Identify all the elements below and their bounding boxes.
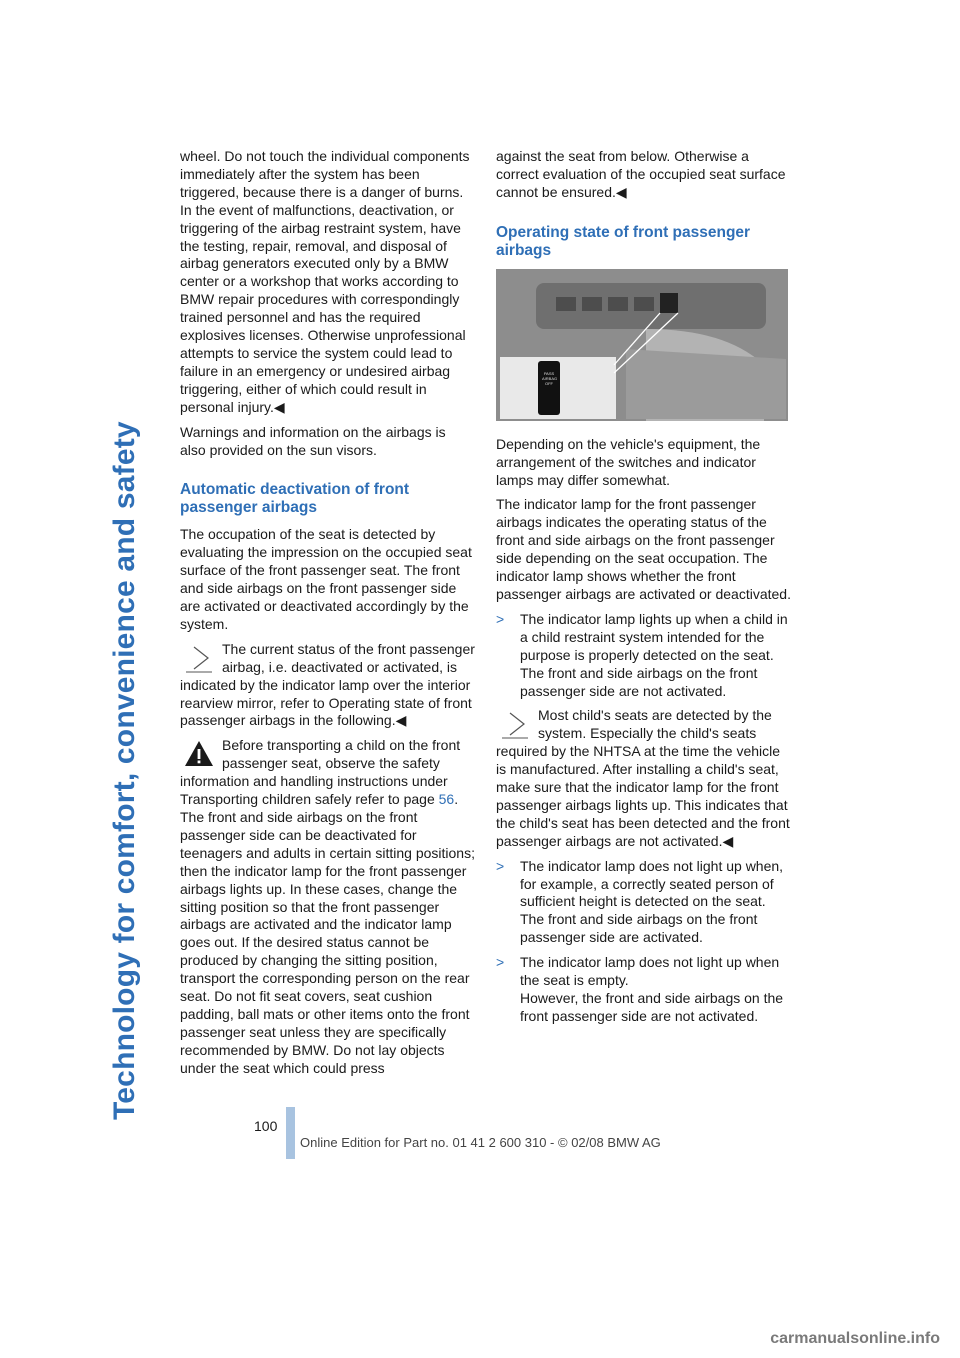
paragraph: In the event of malfunctions, deactivation, or triggering of the airbag restraint system, have the testing, repair, removal, and disposal of airbag generators executed only by a BMW center or a workshop that works according to BMW repair procedures with correspondingly trained personnel and has the required explosives licenses. Otherwise unprofessional attempts to service the system could lead to failure in an emergency or undesired airbag triggering, either of which could result in personal injury.◀ bbox=[180, 201, 466, 415]
warning-icon bbox=[184, 739, 214, 769]
list-item bbox=[496, 954, 791, 1026]
section-heading: Automatic deactivation of front passenger airbags bbox=[180, 481, 410, 517]
list-item bbox=[496, 858, 791, 948]
list-item-text: However, the front and side airbags on the front passenger side are not activated. bbox=[520, 990, 784, 1024]
footer-edition-text: Online Edition for Part no. 01 41 2 600 310 - © 02/08 BMW AG bbox=[300, 1135, 661, 1150]
note-paragraph bbox=[180, 641, 475, 731]
section-heading: Operating state of front passenger airbags bbox=[496, 223, 751, 259]
switch-label: PASS AIRBAG OFF bbox=[542, 370, 558, 386]
page-reference-link[interactable]: 56 bbox=[438, 791, 455, 808]
paragraph: The front and side airbags on the front passenger side can be deactivated for teenagers and adults in certain sitting positions; then the indicator lamp for the front passenger airbags lights up. In these cases, change the sitting position so that the front passenger airbags are activated and the indicator lamp goes out. If the desired status cannot be produced by changing the sitting position, transport the corresponding person on the rear seat. Do not fit seat covers, seat cushion padding, ball mats or other items onto the front passenger seat unless they are specifically recommended by BMW. Do not lay objects under the seat which could press bbox=[180, 809, 475, 1076]
paragraph: The occupation of the seat is detected by evaluating the impression on the occupied seat surface of the front passenger seat. The front and side airbags on the front passenger side are activated or deactivated accordingly by the system. bbox=[180, 526, 472, 632]
list-item bbox=[496, 611, 791, 701]
page-number: 100 bbox=[254, 1118, 278, 1134]
footer-accent-bar bbox=[286, 1107, 295, 1159]
indicator-lamp-figure bbox=[496, 269, 788, 421]
note-text: Most child's seats are detected by the system. Especially the child's seats required by the NHTSA at the time the vehicle is manufactured. After installing a child's seat, make sure that the indicator lamp for the front passenger airbags lights up. This indicates that the child's seat has been detected and the front passenger airbags are not activated.◀ bbox=[496, 707, 790, 849]
warning-text-end: . bbox=[454, 791, 459, 808]
watermark: carmanualsonline.info bbox=[770, 1330, 940, 1347]
list-item-text: The indicator lamp lights up when a child in a child restraint system intended for the purpose is properly detected on the seat. The front and side airbags on the front passenger side are not activated. bbox=[520, 610, 788, 699]
note-paragraph bbox=[496, 707, 791, 850]
paragraph: Warnings and information on the airbags is also provided on the sun visors. bbox=[180, 423, 446, 458]
warning-text: Before transporting a child on the front passenger seat, observe the safety information and handling instructions under Transporting children safely refer to page bbox=[180, 737, 461, 808]
list-item-text: The indicator lamp does not light up when, for example, a correctly seated person of sufficient height is detected on the seat. The front and side airbags on the front passenger side are activated. bbox=[520, 857, 784, 946]
warning-paragraph bbox=[180, 737, 475, 809]
paragraph: wheel. Do not touch the individual components immediately after the system has been triggered, because there is a danger of burns. bbox=[180, 148, 470, 200]
note-arrow-icon bbox=[184, 643, 214, 673]
paragraph: The indicator lamp for the front passenger airbags indicates the operating status of the front and side airbags on the front passenger side depending on the seat occupation. The indicator lamp shows whether the front passenger airbags are activated or deactivated. bbox=[496, 496, 791, 602]
paragraph: against the seat from below. Otherwise a correct evaluation of the occupied seat surface cannot be ensured.◀ bbox=[496, 148, 786, 200]
chapter-side-title: Technology for comfort, convenience and safety bbox=[108, 421, 141, 1120]
paragraph: Depending on the vehicle's equipment, the arrangement of the switches and indicator lamps may differ somewhat. bbox=[496, 435, 761, 488]
note-arrow-icon bbox=[500, 709, 530, 739]
left-column bbox=[180, 148, 475, 1085]
right-column bbox=[496, 148, 791, 1033]
list-item-text: The indicator lamp does not light up when the seat is empty. bbox=[520, 954, 780, 989]
bullet-marker: > bbox=[496, 857, 505, 874]
overhead-console-illustration bbox=[496, 269, 788, 421]
note-text: The current status of the front passenger airbag, i.e. deactivated or activated, is indicated by the indicator lamp over the interior rearview mirror, refer to Operating state of front passenger airbags in the following.◀ bbox=[180, 640, 475, 729]
bullet-marker: > bbox=[496, 954, 505, 971]
bullet-marker: > bbox=[496, 610, 505, 627]
